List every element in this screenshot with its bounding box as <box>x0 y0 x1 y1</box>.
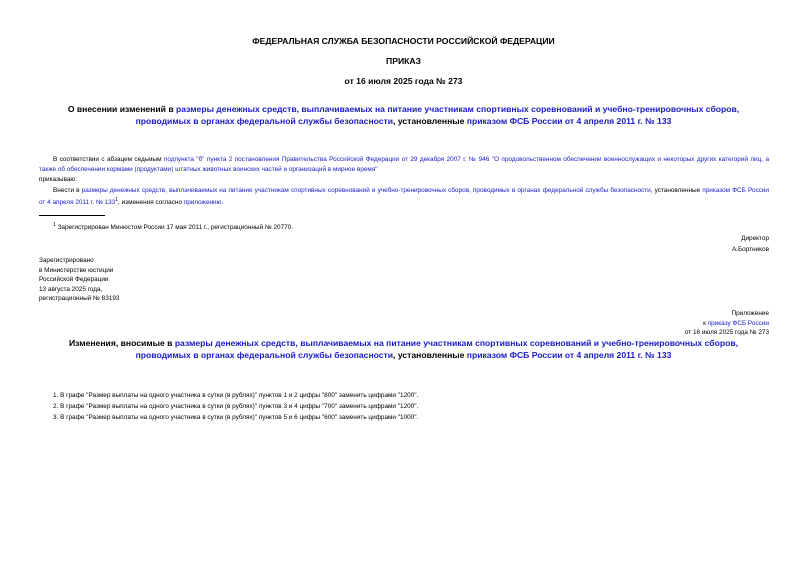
appendix-title-line1 <box>0 338 807 348</box>
signature-name: А.Бортников <box>731 246 769 253</box>
order-text-2: , установленные <box>650 187 703 194</box>
registration-line: Зарегистрировано <box>39 257 94 264</box>
appendix-ref <box>685 319 769 329</box>
signature-position: Директор <box>741 235 769 242</box>
title-link-sizes[interactable]: размеры денежных средств, выплачиваемых на питание участникам спортивных соревнований и учебно-тренировочных сборов, <box>176 104 740 114</box>
footnote-divider <box>39 215 105 216</box>
appendix-header <box>685 309 769 338</box>
order-paragraph <box>39 186 769 207</box>
registration-line: в Министерстве юстиции <box>39 266 114 274</box>
title-prefix: О внесении изменений в <box>67 104 176 114</box>
title-mid: , установленные <box>393 116 467 126</box>
appendix-label: Приложение <box>731 310 769 317</box>
appendix-link-order[interactable]: приказу ФСБ России <box>707 319 769 327</box>
registration-line: регистрационный № 83193 <box>39 295 120 303</box>
footnote-ref[interactable]: 1 <box>115 196 119 203</box>
footnote-marker: 1 <box>53 222 56 228</box>
appendix-title-link-sizes[interactable]: размеры денежных средств, выплачиваемых на питание участникам спортивных соревнований и учебно-тренировочных сборов, <box>174 338 738 348</box>
title-link-fsb-bodies[interactable]: проводимых в органах федеральной службы безопасности <box>135 116 394 126</box>
preamble-paragraph <box>39 155 769 174</box>
order-link-appendix[interactable]: приложению <box>183 198 222 206</box>
order-word: приказываю: <box>39 176 77 183</box>
order-text-1: Внести в <box>53 187 82 194</box>
appendix-date: от 16 июля 2025 года № 273 <box>684 329 769 337</box>
order-link-sizes[interactable]: размеры денежных средств, выплачиваемых на питание участникам спортивных соревнований и учебно-тренировочных сборов, проводимых в органах федеральной службы безопасности <box>81 187 651 194</box>
order-text-4: . <box>221 198 224 206</box>
order-text-3: , изменения согласно <box>118 198 184 206</box>
preamble-link-decree[interactable]: подпункта "б" пункта 2 постановления Правительства Российской Федерации от 29 декабря 2007 г. № 946 "О продовольственном обеспечении военнослужащих и некоторых других категорий лиц, а также об обеспечении кормами (продуктами) штатных животных воинских частей и организаций в мирное время" <box>39 156 769 173</box>
change-item: 1. В графе "Размер выплаты на одного участника в сутки (в рублях)" пунктов 1 и 2 цифры "800" заменить цифрами "1200". <box>53 392 419 399</box>
registration-block <box>39 256 119 304</box>
change-item: 3. В графе "Размер выплаты на одного участника в сутки (в рублях)" пунктов 5 и 6 цифры "600" заменить цифрами "1000". <box>53 414 419 422</box>
change-item: 2. В графе "Размер выплаты на одного участника в сутки (в рублях)" пунктов 3 и 4 цифры "700" заменить цифрами "1200". <box>53 403 419 411</box>
appendix-ref-prefix: к <box>703 319 708 327</box>
doc-type-heading: ПРИКАЗ <box>386 56 421 66</box>
registration-line: 13 августа 2025 года, <box>39 285 103 293</box>
appendix-title-line2 <box>0 350 807 360</box>
appendix-title-mid: , установленные <box>393 350 467 360</box>
appendix-title-link-fsb[interactable]: проводимых в органах федеральной службы безопасности <box>135 350 394 360</box>
doc-title-line2 <box>0 116 807 126</box>
footnote-text: Зарегистрирован Минюстом России 17 мая 2011 г., регистрационный № 20770. <box>57 224 294 232</box>
footnote <box>53 221 293 233</box>
registration-line: Российской Федерации <box>39 276 109 284</box>
changes-list <box>53 391 773 423</box>
order-link-133[interactable]: приказом ФСБ России от 4 апреля 2011 г. № 133 <box>39 187 770 206</box>
doc-date-heading: от 16 июля 2025 года № 273 <box>344 76 463 86</box>
doc-title-line1 <box>0 104 807 114</box>
title-link-order-133[interactable]: приказом ФСБ России от 4 апреля 2011 г. № 133 <box>466 116 672 126</box>
preamble-text: В соответствии с абзацем седьмым <box>53 156 164 163</box>
appendix-title-prefix: Изменения, вносимые в <box>69 338 175 348</box>
agency-heading: ФЕДЕРАЛЬНАЯ СЛУЖБА БЕЗОПАСНОСТИ РОССИЙСКОЙ ФЕДЕРАЦИИ <box>252 36 555 46</box>
appendix-title-link-133[interactable]: приказом ФСБ России от 4 апреля 2011 г. № 133 <box>466 350 672 360</box>
